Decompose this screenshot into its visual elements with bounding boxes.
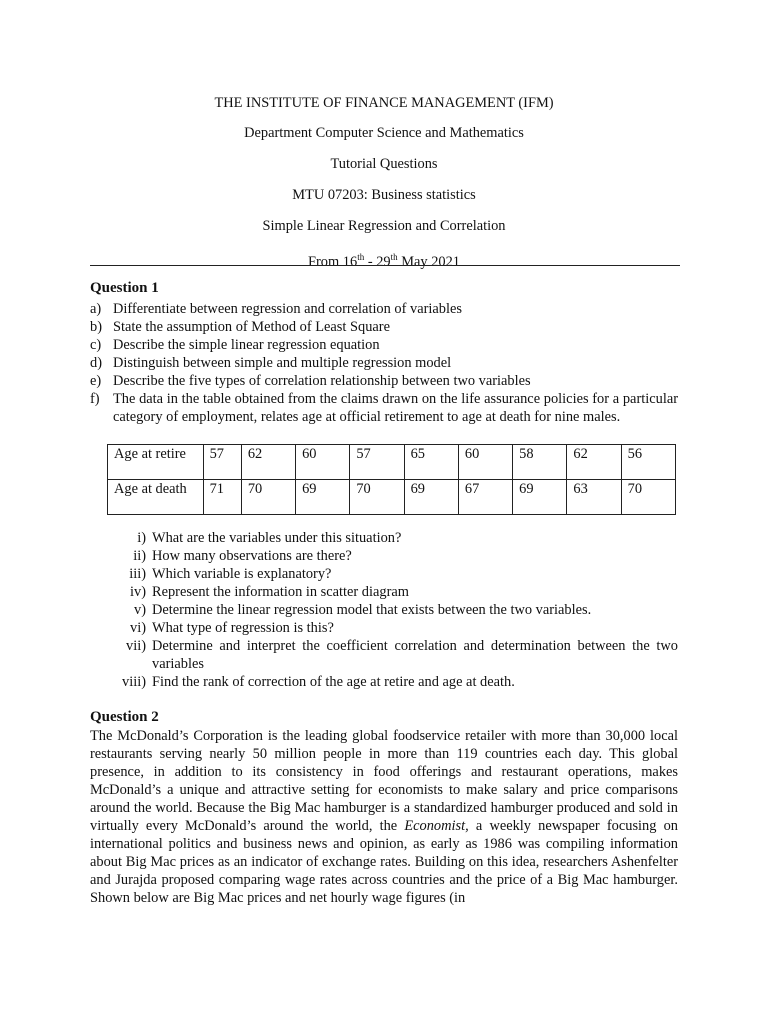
question-1-item — [90, 372, 678, 390]
question-1-subitem — [112, 673, 678, 691]
subitem-text: Find the rank of correction of the age at retire and age at death. — [152, 674, 515, 690]
item-label: b) — [90, 319, 102, 335]
question-1-subitem — [112, 547, 678, 565]
table-cell: 63 — [567, 480, 621, 515]
table-cell: 62 — [241, 445, 295, 480]
subitem-text: Determine the linear regression model that exists between the two variables. — [152, 602, 592, 618]
item-text: Distinguish between simple and multiple regression model — [113, 355, 452, 371]
table-cell: 70 — [241, 480, 295, 515]
table-row-label: Age at death — [108, 480, 204, 515]
retire-death-table — [107, 444, 676, 515]
item-label: c) — [90, 337, 102, 353]
table-cell: 65 — [404, 445, 458, 480]
question-1-subitem — [112, 619, 678, 637]
item-text: Describe the five types of correlation relationship between two variables — [113, 373, 531, 389]
question-1-item — [90, 390, 678, 426]
q2-italic-economist: Economist, — [404, 818, 469, 834]
table-cell: 70 — [350, 480, 404, 515]
item-text: Differentiate between regression and correlation of variables — [113, 301, 462, 317]
subitem-label: iv) — [130, 584, 146, 600]
question-2-heading — [90, 709, 678, 726]
table-cell: 62 — [567, 445, 621, 480]
table-cell: 69 — [296, 480, 350, 515]
table-cell: 71 — [203, 480, 241, 515]
subitem-label: iii) — [129, 566, 146, 582]
question-1-subitem — [112, 601, 678, 619]
question-2-paragraph — [90, 727, 678, 907]
subitem-label: ii) — [133, 548, 146, 564]
subitem-label: vii) — [126, 638, 146, 654]
question-1-item — [90, 300, 678, 318]
question-1-title: Question 1 — [90, 280, 159, 296]
institute-title: THE INSTITUTE OF FINANCE MANAGEMENT (IFM) — [214, 95, 554, 111]
q2-text-before: The McDonald’s Corporation is the leading global foodservice retailer with more than 30,000 local restaurants serving nearly 50 million people in more than 119 countries each day. This global presence, in addition to its consistency in food offerings and restaurant operations, makes McDonald’s a unique and attractive setting for economists to make salary and price comparisons around the world. Because the Big Mac hamburger is a standardized hamburger produced and sold in virtually every McDonald’s around the world, the — [90, 728, 678, 834]
topic-line: Simple Linear Regression and Correlation — [262, 218, 506, 234]
table-cell: 69 — [404, 480, 458, 515]
q2-text-after: a weekly newspaper focusing on international politics and business news and opinion, as early as 1986 was compiling information about Big Mac prices as an indicator of exchange rates. Building on this idea, researchers Ashenfelter and Jurajda proposed comparing wage rates across countries and the price of a Big Mac hamburger. Shown below are Big Mac prices and net hourly wage figures (in — [90, 818, 678, 906]
question-1-list — [90, 300, 678, 426]
table-row — [108, 445, 676, 480]
subitem-label: viii) — [122, 674, 146, 690]
question-1-subitem — [112, 583, 678, 601]
question-1-item — [90, 318, 678, 336]
subitem-label: v) — [134, 602, 146, 618]
item-label: d) — [90, 355, 102, 371]
table-cell: 60 — [458, 445, 512, 480]
date-middle: - 29 — [364, 253, 391, 270]
subitem-text: What type of regression is this? — [152, 620, 334, 636]
subitem-label: vi) — [130, 620, 146, 636]
date-line — [0, 248, 768, 271]
header-divider — [90, 265, 680, 266]
table-cell: 56 — [621, 445, 675, 480]
table-cell: 58 — [513, 445, 567, 480]
question-1-subitem — [112, 565, 678, 583]
subitem-text: What are the variables under this situation? — [152, 530, 402, 546]
question-2-body — [90, 727, 678, 907]
question-1-heading — [90, 280, 678, 297]
subitem-text: Represent the information in scatter diagram — [152, 584, 409, 600]
question-1-subitem — [112, 529, 678, 547]
department-line: Department Computer Science and Mathematics — [244, 125, 524, 141]
item-text: Describe the simple linear regression equation — [113, 337, 380, 353]
table-row — [108, 480, 676, 515]
question-1-subitems — [112, 529, 678, 691]
subitem-text: Determine and interpret the coefficient correlation and determination between the two variables — [152, 638, 678, 672]
doc-type-line: Tutorial Questions — [330, 156, 438, 172]
subitem-label: i) — [137, 530, 146, 546]
table-cell: 57 — [350, 445, 404, 480]
subitem-text: Which variable is explanatory? — [152, 566, 332, 582]
question-1-item — [90, 336, 678, 354]
table-cell: 69 — [513, 480, 567, 515]
date-sup-end: th — [390, 252, 398, 262]
table-cell: 70 — [621, 480, 675, 515]
date-end: May 2021 — [397, 253, 460, 270]
item-label: e) — [90, 373, 102, 389]
table-cell: 60 — [296, 445, 350, 480]
item-label: f) — [90, 391, 100, 407]
table-row-label: Age at retire — [108, 445, 204, 480]
table-cell: 57 — [203, 445, 241, 480]
question-2-title: Question 2 — [90, 709, 159, 725]
course-line: MTU 07203: Business statistics — [292, 187, 476, 203]
item-label: a) — [90, 301, 102, 317]
item-text: State the assumption of Method of Least Square — [113, 319, 390, 335]
item-text: The data in the table obtained from the claims drawn on the life assurance policies for a particular category of employment, relates age at official retirement to age at death for nine males. — [113, 391, 678, 425]
question-1-item — [90, 354, 678, 372]
table-cell: 67 — [458, 480, 512, 515]
date-sup-start: th — [357, 252, 365, 262]
question-1-subitem — [112, 637, 678, 673]
date-start: From 16 — [308, 253, 358, 270]
subitem-text: How many observations are there? — [152, 548, 352, 564]
